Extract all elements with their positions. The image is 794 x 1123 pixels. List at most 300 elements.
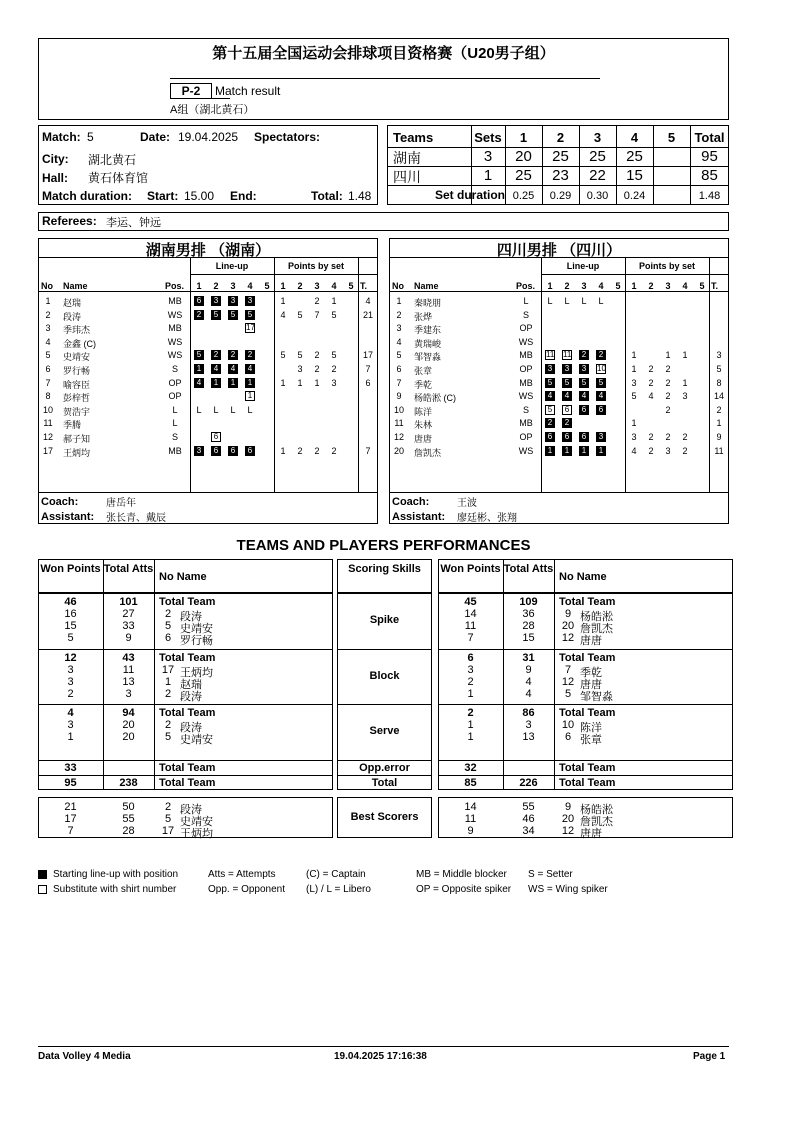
libero-mark: L: [196, 404, 202, 415]
total-atts-header: Total Atts: [103, 563, 154, 575]
set-points: 2: [314, 296, 320, 306]
player-position: L: [172, 418, 178, 429]
total-label: Total: [371, 777, 398, 789]
set-points: 5: [297, 350, 303, 361]
set-points: 5: [631, 391, 637, 402]
set-points: 4: [280, 309, 286, 320]
score-team-name: 四川: [393, 169, 421, 185]
start-label: Start:: [147, 189, 179, 203]
player-name: 张章: [580, 734, 602, 746]
set-points: 1: [682, 350, 688, 361]
score-set-points: 23: [552, 167, 569, 184]
no-header: No: [392, 281, 404, 291]
player-position: S: [522, 404, 529, 415]
legend-substitute: Substitute with shirt number: [53, 884, 177, 895]
footer-timestamp: 19.04.2025 17:16:38: [334, 1051, 427, 1062]
name-header: Name: [414, 281, 439, 291]
attempts-value: 109: [519, 596, 538, 608]
player-number: 17: [161, 825, 175, 837]
attempts-value: 13: [122, 676, 135, 688]
player-number: 11: [394, 418, 404, 429]
attempts-value: 226: [519, 777, 538, 789]
score-total-points: 85: [701, 167, 718, 184]
set-points: 2: [648, 377, 654, 388]
score-teams-label: Teams: [393, 130, 434, 145]
player-name: 朱林: [414, 420, 433, 431]
player-number: 6: [164, 632, 172, 644]
assistant-names: 廖廷彬、张翔: [457, 513, 517, 524]
starting-position: 5: [228, 310, 238, 320]
attempts-value: 94: [122, 707, 135, 719]
player-name: 杨皓淞 (C): [414, 393, 456, 404]
player-total: 17: [362, 350, 373, 361]
starting-position: 1: [562, 446, 572, 456]
starting-position: 4: [596, 391, 606, 401]
set-number: 4: [598, 281, 604, 291]
attempts-value: 34: [522, 825, 535, 837]
divider: [38, 257, 378, 258]
player-name: 詹凯杰: [414, 447, 442, 458]
starting-position: 6: [562, 432, 572, 442]
score-sets-won: 1: [483, 167, 493, 184]
divider: [337, 704, 432, 705]
coach-name: 王波: [457, 498, 477, 509]
starting-position: 6: [545, 432, 555, 442]
player-number: 5: [45, 350, 51, 361]
set-points: 2: [297, 445, 303, 456]
set-number: 3: [581, 281, 587, 291]
set-number: 2: [648, 281, 654, 291]
player-number: 6: [45, 364, 51, 374]
set-number: 5: [348, 281, 354, 291]
player-name: 唐唐: [414, 434, 433, 444]
player-name: 王炳均: [180, 828, 213, 840]
won-points-value: 14: [464, 801, 477, 813]
won-points-value: 11: [464, 620, 477, 632]
set-number: 1: [280, 281, 286, 291]
starting-position: 6: [228, 446, 238, 456]
set-number: 2: [564, 281, 570, 291]
score-set-header: 4: [630, 130, 639, 145]
attempts-value: 3: [525, 719, 532, 731]
player-name: 王炳均: [180, 667, 213, 679]
set-points: 1: [631, 350, 637, 361]
roster-box: [389, 238, 729, 524]
set-points: 3: [331, 377, 337, 388]
player-name: 喻容臣: [63, 379, 91, 390]
divider: [38, 704, 333, 705]
player-name: 史靖安: [180, 623, 213, 635]
starting-position: 1: [245, 378, 255, 388]
t-header: T.: [711, 281, 719, 291]
player-position: OP: [519, 323, 533, 334]
divider: [438, 775, 733, 776]
player-name: Total Team: [159, 596, 216, 608]
set-points: 2: [665, 377, 671, 388]
player-number: 2: [45, 309, 51, 320]
divider: [438, 760, 733, 761]
skill-name: Serve: [369, 725, 400, 737]
divider: [274, 257, 275, 492]
match-date: 19.04.2025: [178, 130, 239, 144]
player-number: 4: [396, 336, 402, 347]
set-points: 2: [665, 364, 671, 374]
set-points: 1: [665, 350, 671, 361]
divider: [625, 257, 626, 492]
won-points-value: 14: [464, 608, 477, 620]
player-number: 2: [164, 801, 172, 813]
set-points: 2: [314, 364, 320, 374]
player-number: 12: [393, 432, 404, 442]
player-number: 20: [561, 620, 575, 632]
player-number: 8: [45, 391, 51, 402]
legend-libero: (L) / L = Libero: [306, 884, 371, 895]
attempts-value: 9: [125, 632, 132, 644]
player-name: 罗行畅: [63, 366, 91, 376]
player-name: 邹智淼: [580, 691, 613, 703]
set-points: 2: [665, 391, 671, 402]
date-label: Date:: [140, 130, 171, 144]
player-position: WS: [167, 309, 183, 320]
attempts-value: 28: [522, 620, 535, 632]
skill-name: Block: [369, 669, 400, 682]
starting-position: 5: [211, 310, 221, 320]
player-position: MB: [168, 323, 182, 334]
won-points-header: Won Points: [440, 563, 501, 575]
won-points-value: 9: [467, 825, 474, 837]
divider: [389, 492, 729, 493]
starting-position: 4: [562, 391, 572, 401]
name-header: Name: [63, 281, 88, 291]
won-points-value: 1: [67, 731, 74, 743]
set-points: 1: [280, 296, 286, 306]
player-position: MB: [168, 296, 182, 306]
attempts-value: 43: [122, 652, 135, 664]
won-points-value: 4: [67, 707, 74, 719]
divider: [337, 775, 432, 776]
referees-names: 李运、钟远: [106, 217, 161, 229]
libero-mark: L: [598, 296, 604, 306]
starting-position: 2: [596, 350, 606, 360]
won-points-value: 11: [464, 813, 477, 825]
player-name: 王炳均: [63, 447, 91, 458]
player-number: 12: [561, 825, 575, 837]
referees-label: Referees:: [42, 214, 97, 228]
divider: [337, 760, 432, 761]
starting-position: 5: [245, 310, 255, 320]
pos-header: Pos.: [165, 281, 185, 291]
starting-position: 6: [245, 446, 255, 456]
set-number: 4: [331, 281, 337, 291]
starting-position: 2: [228, 350, 238, 360]
substitute-number: 10: [597, 364, 606, 373]
attempts-value: 11: [122, 664, 135, 676]
score-set-header: 2: [556, 130, 565, 145]
player-name: 段涛: [180, 611, 202, 623]
won-points-value: 3: [467, 664, 474, 676]
player-name: 金鑫 (C): [63, 338, 96, 349]
player-name: 史靖安: [180, 816, 213, 828]
set-number: 3: [230, 281, 236, 291]
legend-captain: (C) = Captain: [306, 869, 366, 880]
starting-position: 1: [545, 446, 555, 456]
set-points: 5: [331, 309, 337, 320]
starting-position: 3: [579, 364, 589, 374]
divider: [438, 649, 733, 650]
attempts-value: 4: [525, 676, 532, 688]
divider: [541, 274, 729, 275]
player-name: 段涛: [180, 722, 202, 734]
attempts-value: 27: [122, 608, 135, 620]
starting-position: 5: [545, 378, 555, 388]
divider: [38, 492, 378, 493]
total-label: Total:: [311, 189, 343, 203]
player-name: 季乾: [414, 379, 433, 390]
set-points: 3: [682, 391, 688, 402]
pos-header: Pos.: [516, 281, 536, 291]
coach-label: Coach:: [41, 496, 79, 508]
set-points: 2: [331, 445, 337, 456]
player-name: 张烨: [414, 311, 433, 322]
lineup-header: Line-up: [215, 261, 249, 271]
attempts-value: 36: [522, 608, 535, 620]
doc-type: Match result: [215, 84, 281, 98]
total-atts-header: Total Atts: [503, 563, 554, 575]
set-number: 1: [196, 281, 202, 291]
player-total: 21: [362, 309, 373, 320]
set-points: 2: [682, 432, 688, 442]
won-points-value: 7: [467, 632, 474, 644]
player-name: Total Team: [159, 652, 216, 664]
player-position: WS: [167, 350, 183, 361]
coach-label: Coach:: [392, 496, 430, 508]
set-number: 5: [264, 281, 270, 291]
code-underline: [170, 98, 230, 99]
footer-software: Data Volley 4 Media: [38, 1051, 131, 1062]
starting-position: 5: [562, 378, 572, 388]
starting-position: 6: [211, 446, 221, 456]
attempts-value: 4: [525, 688, 532, 700]
skill-name: Spike: [369, 614, 400, 626]
start-value: 15.00: [184, 189, 215, 203]
player-name: 段涛: [180, 804, 202, 816]
set-duration-label: Set duration: [434, 188, 505, 202]
score-sets-won: 3: [483, 148, 493, 165]
points-header: Points by set: [638, 261, 695, 271]
score-set-points: 25: [552, 148, 569, 165]
t-header: T.: [360, 281, 368, 291]
player-name: 陈洋: [580, 722, 602, 734]
attempts-value: 50: [122, 801, 135, 813]
player-total: 1: [716, 418, 722, 429]
player-total: 2: [716, 404, 722, 415]
won-points-header: Won Points: [40, 563, 101, 575]
set-points: 4: [631, 445, 637, 456]
set-number: 1: [631, 281, 637, 291]
set-points: 2: [314, 445, 320, 456]
set-points: 4: [648, 391, 654, 402]
set-points: 3: [665, 445, 671, 456]
starting-position: 2: [211, 350, 221, 360]
divider: [358, 257, 359, 492]
player-position: OP: [168, 377, 182, 388]
set-number: 4: [247, 281, 253, 291]
starting-position: 3: [228, 296, 238, 306]
starting-position: 4: [579, 391, 589, 401]
player-name: 彭梓哲: [63, 393, 91, 404]
won-points-value: 5: [67, 632, 74, 644]
scoring-skills-header: Scoring Skills: [348, 563, 421, 575]
substitute-number: 5: [545, 405, 555, 415]
player-name: 段涛: [63, 311, 82, 322]
starting-position: 1: [194, 364, 204, 374]
starting-position: 2: [562, 418, 572, 428]
score-set-points: 25: [515, 167, 532, 184]
divider: [554, 559, 555, 593]
set-number: 4: [682, 281, 688, 291]
starting-position: 6: [579, 405, 589, 415]
attempts-value: 46: [522, 813, 535, 825]
legend: [38, 869, 738, 901]
starting-position: 5: [596, 378, 606, 388]
set-points: 2: [648, 432, 654, 442]
starting-position: 5: [194, 350, 204, 360]
team-title: 湖南男排 （湖南）: [145, 242, 271, 259]
player-name: Total Team: [159, 762, 216, 774]
coach-name: 唐岳年: [106, 498, 136, 509]
player-name: 季玮杰: [63, 325, 91, 336]
substitute-number: 6: [562, 405, 572, 415]
set-duration-value: 0.30: [586, 190, 609, 202]
won-points-value: 7: [67, 825, 74, 837]
attempts-value: 9: [525, 664, 532, 676]
starting-position: 6: [579, 432, 589, 442]
score-set-points: 22: [589, 167, 606, 184]
player-number: 1: [45, 296, 51, 306]
legend-starting: Starting line-up with position: [53, 869, 179, 880]
won-points-value: 95: [64, 777, 77, 789]
opp-error-label: Opp.error: [359, 762, 410, 774]
player-position: WS: [518, 445, 534, 456]
player-position: MB: [168, 445, 182, 456]
won-points-value: 2: [467, 707, 474, 719]
divider: [38, 291, 378, 292]
set-number: 3: [314, 281, 320, 291]
won-points-value: 1: [467, 719, 474, 731]
player-position: L: [523, 296, 529, 306]
player-name: Total Team: [559, 596, 616, 608]
player-total: 5: [716, 364, 722, 374]
player-number: 12: [42, 432, 53, 442]
set-duration-value: 0.29: [549, 190, 572, 202]
no-header: No: [41, 281, 53, 291]
divider: [389, 291, 729, 292]
starting-position: 2: [194, 310, 204, 320]
attempts-value: 3: [125, 688, 132, 700]
set-points: 5: [297, 309, 303, 320]
player-name: Total Team: [559, 707, 616, 719]
starting-position: 3: [194, 446, 204, 456]
player-number: 2: [164, 608, 172, 620]
legend-ws: WS = Wing spiker: [528, 884, 608, 895]
substitute-number: 1: [245, 391, 255, 401]
attempts-value: 28: [122, 825, 135, 837]
set-points: 2: [331, 364, 337, 374]
set-points: 2: [648, 445, 654, 456]
starting-position: 1: [596, 446, 606, 456]
player-position: WS: [167, 336, 183, 347]
divider: [190, 274, 378, 275]
score-set-header: 5: [667, 130, 676, 145]
lineup-header: Line-up: [566, 261, 600, 271]
won-points-value: 3: [67, 664, 74, 676]
player-position: OP: [519, 364, 533, 374]
divider: [38, 775, 333, 776]
won-points-value: 6: [467, 652, 474, 664]
won-points-value: 85: [464, 777, 477, 789]
legend-setter: S = Setter: [528, 869, 573, 880]
player-name: 黄瑞峻: [414, 338, 442, 349]
libero-mark: L: [564, 296, 570, 306]
no-name-header: No Name: [159, 571, 207, 583]
attempts-value: 20: [122, 719, 135, 731]
city-label: City:: [42, 152, 69, 166]
libero-mark: L: [581, 296, 587, 306]
legend-op: OP = Opposite spiker: [416, 884, 512, 895]
attempts-value: 55: [122, 813, 135, 825]
attempts-value: 55: [522, 801, 535, 813]
score-team-name: 湖南: [393, 150, 421, 166]
player-name: 唐唐: [580, 679, 602, 691]
player-number: 6: [564, 731, 572, 743]
set-duration-value: 0.24: [623, 190, 646, 202]
starting-position: 2: [245, 350, 255, 360]
match-label: Match:: [42, 130, 81, 144]
total-value: 1.48: [348, 189, 372, 203]
won-points-value: 2: [467, 676, 474, 688]
empty-square-icon: [38, 885, 47, 894]
team-title: 四川男排 （四川）: [496, 242, 622, 259]
libero-mark: L: [213, 404, 219, 415]
player-name: Total Team: [559, 762, 616, 774]
legend-atts: Atts = Attempts: [208, 869, 276, 880]
city-value: 湖北黄石: [88, 153, 137, 167]
won-points-value: 46: [64, 596, 77, 608]
set-points: 3: [631, 377, 637, 388]
libero-mark: L: [547, 296, 553, 306]
player-number: 17: [42, 445, 53, 456]
player-number: 2: [164, 688, 172, 700]
divider: [190, 257, 191, 492]
player-name: 史靖安: [63, 352, 91, 363]
set-points: 1: [331, 296, 337, 306]
player-number: 2: [164, 719, 172, 731]
doc-code: P-2: [170, 83, 212, 99]
player-position: MB: [519, 377, 533, 388]
set-points: 1: [280, 445, 286, 456]
set-points: 2: [665, 432, 671, 442]
attempts-value: 31: [522, 652, 535, 664]
starting-position: 5: [579, 378, 589, 388]
set-number: 3: [665, 281, 671, 291]
substitute-number: 6: [211, 432, 221, 442]
player-number: 4: [45, 336, 51, 347]
starting-position: 3: [211, 296, 221, 306]
won-points-value: 2: [67, 688, 74, 700]
set-number: 2: [297, 281, 303, 291]
set-points: 7: [314, 309, 320, 320]
attempts-value: 13: [522, 731, 535, 743]
